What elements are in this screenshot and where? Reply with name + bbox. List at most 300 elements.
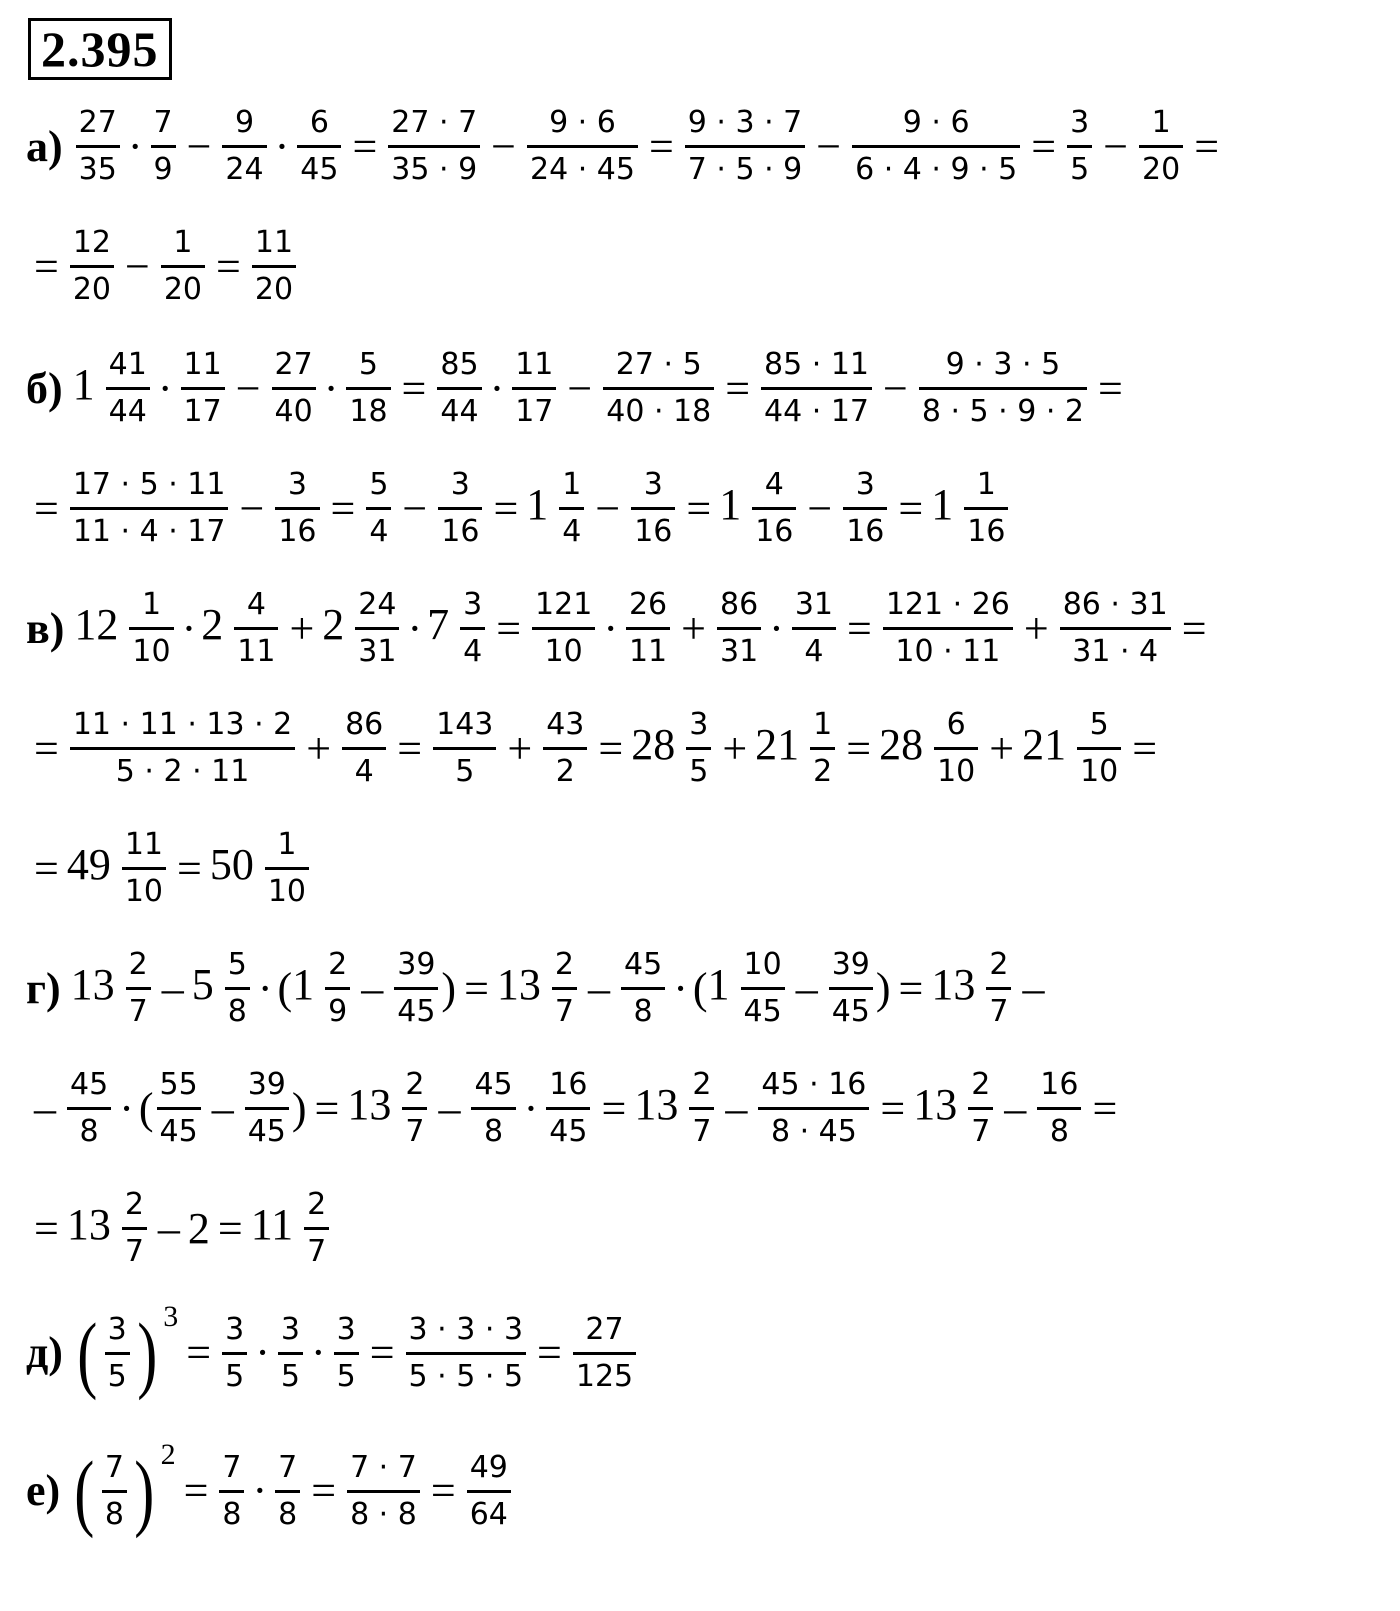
operator: −: [125, 241, 150, 291]
operator: =: [183, 1466, 209, 1515]
fraction: [394, 947, 438, 1029]
operator: −: [807, 483, 833, 533]
operator: =: [496, 603, 522, 653]
whole-part: 28: [879, 719, 924, 769]
numerator: 27 · 7: [391, 105, 478, 140]
operator: =: [1031, 121, 1057, 171]
numerator: 3: [855, 467, 875, 502]
mixed-number: [631, 707, 714, 789]
whole-part: 21: [1022, 719, 1067, 769]
fraction: [402, 1067, 427, 1149]
term: ): [291, 1083, 307, 1133]
operator: –: [725, 1083, 748, 1133]
operator: =: [34, 241, 59, 291]
numerator: 3: [225, 1311, 245, 1347]
fraction: [334, 1311, 359, 1394]
fraction: [275, 1449, 300, 1532]
operator: =: [330, 483, 356, 533]
operator: −: [567, 363, 593, 413]
fraction: [603, 347, 714, 429]
whole-part: 13: [66, 1199, 111, 1249]
denominator: 18: [346, 387, 390, 427]
fraction: [252, 225, 296, 307]
operator: ·: [323, 363, 339, 413]
fraction: [543, 707, 587, 789]
operator: =: [846, 723, 872, 773]
operator: =: [177, 843, 202, 893]
fraction: [752, 467, 796, 549]
numerator: 3: [280, 1311, 300, 1347]
fraction: [76, 105, 120, 187]
operator: –: [157, 1203, 180, 1253]
fraction: [843, 467, 887, 549]
numerator: 86 · 31: [1062, 587, 1168, 622]
numerator: 86: [719, 587, 759, 622]
fraction: [219, 1449, 244, 1532]
numerator: 1: [562, 467, 582, 502]
fraction: [106, 347, 150, 429]
mixed-number: [719, 467, 799, 549]
term: (: [277, 963, 293, 1013]
fraction: [559, 467, 584, 549]
operator: +: [989, 723, 1015, 773]
whole-part: 13: [70, 959, 115, 1009]
numerator: 5: [369, 467, 389, 502]
numerator: 1: [1151, 105, 1171, 140]
denominator: 45: [546, 1107, 590, 1147]
fraction: [758, 1067, 869, 1149]
mixed-number: [931, 467, 1011, 549]
whole-part: 2: [322, 599, 345, 649]
numerator: 11 · 11 · 13 · 2: [72, 707, 293, 742]
whole-part: 13: [347, 1079, 392, 1129]
numerator: 5: [1089, 707, 1109, 742]
fraction: [102, 1449, 127, 1532]
operator: +: [306, 723, 332, 773]
numerator: 7: [222, 1449, 242, 1485]
denominator: 31 · 4: [1060, 627, 1171, 667]
numerator: 1: [277, 827, 297, 862]
whole-part: 49: [66, 839, 111, 889]
operator: ·: [407, 603, 423, 653]
equation-line: [26, 347, 1131, 429]
denominator: 24 · 45: [527, 145, 638, 185]
fraction: [471, 1067, 515, 1149]
operator: =: [1132, 723, 1158, 773]
operator: ·: [119, 1083, 134, 1133]
problem-number: 2.395: [28, 18, 172, 80]
equation-line: [26, 225, 299, 307]
fraction: [347, 1449, 420, 1532]
fraction: [151, 105, 176, 187]
fraction: [552, 947, 577, 1029]
denominator: 10: [265, 867, 309, 907]
numerator: 55: [159, 1067, 198, 1102]
whole-part: 1: [292, 959, 315, 1009]
power-expression: [73, 1300, 179, 1401]
denominator: 2: [543, 747, 587, 787]
denominator: 45: [829, 987, 873, 1027]
operator: =: [430, 1466, 456, 1515]
fraction: [934, 707, 978, 789]
numerator: 45: [70, 1067, 109, 1102]
denominator: 8: [275, 1490, 300, 1530]
operator: =: [34, 483, 59, 533]
denominator: 8: [621, 987, 665, 1027]
denominator: 8: [219, 1490, 244, 1530]
denominator: 4: [559, 507, 584, 547]
fraction: [366, 467, 391, 549]
fraction: [433, 707, 496, 789]
power-expression: [70, 1438, 176, 1539]
operator: +: [1023, 603, 1049, 653]
denominator: 10: [129, 627, 173, 667]
denominator: 5: [334, 1352, 359, 1392]
operator: =: [1181, 603, 1207, 653]
operator: −: [816, 121, 842, 171]
numerator: 5: [358, 347, 378, 382]
left-paren: (: [74, 1443, 95, 1539]
numerator: 11: [254, 225, 294, 260]
denominator: 8 · 8: [347, 1490, 420, 1530]
fraction: [157, 1067, 201, 1149]
operator: –: [588, 963, 610, 1013]
denominator: 7: [552, 987, 577, 1027]
fraction: [626, 587, 670, 669]
part-label: г): [26, 963, 61, 1013]
fraction: [852, 105, 1020, 187]
fraction: [527, 105, 638, 187]
numerator: 7 · 7: [350, 1449, 417, 1485]
right-paren: ): [134, 1443, 155, 1539]
numerator: 3: [336, 1311, 356, 1347]
whole-part: 11: [250, 1199, 294, 1249]
denominator: 16: [964, 507, 1008, 547]
operator: =: [880, 1083, 906, 1133]
fraction: [67, 1067, 111, 1149]
whole-part: 1: [719, 479, 742, 529]
part-label: в): [26, 603, 65, 653]
fraction: [346, 347, 390, 429]
numerator: 121 · 26: [885, 587, 1010, 622]
fraction: [883, 587, 1013, 669]
numerator: 6: [946, 707, 966, 742]
operator: +: [289, 603, 315, 653]
fraction: [181, 347, 225, 429]
fraction: [245, 1067, 289, 1149]
mixed-number: [72, 347, 153, 429]
fraction: [234, 587, 278, 669]
denominator: 7: [968, 1107, 993, 1147]
numerator: 2: [971, 1067, 991, 1102]
numerator: 31: [794, 587, 834, 622]
numerator: 1: [141, 587, 162, 622]
numerator: 3: [287, 467, 307, 502]
operator: −: [595, 483, 621, 533]
operator: =: [1092, 1083, 1118, 1133]
numerator: 121: [535, 587, 593, 622]
fraction: [304, 1187, 329, 1269]
numerator: 7: [278, 1449, 298, 1485]
right-paren: ): [136, 1305, 158, 1401]
numerator: 2: [989, 947, 1009, 982]
denominator: 40 · 18: [603, 387, 714, 427]
fraction: [225, 947, 250, 1029]
equation-line: [26, 947, 1052, 1029]
denominator: 7: [126, 987, 151, 1027]
operator: =: [686, 483, 712, 533]
operator: =: [186, 1328, 212, 1377]
denominator: 45: [297, 145, 341, 185]
numerator: 17 · 5 · 11: [72, 467, 226, 502]
operator: ·: [523, 1083, 539, 1133]
denominator: 45: [741, 987, 785, 1027]
denominator: 7 · 5 · 9: [685, 145, 805, 185]
operator: ·: [274, 121, 290, 171]
numerator: 85: [440, 347, 479, 382]
numerator: 16: [549, 1067, 588, 1102]
numerator: 27: [274, 347, 313, 382]
operator: +: [507, 723, 533, 773]
fraction: [829, 947, 873, 1029]
mixed-number: [191, 947, 253, 1029]
equation-line: [26, 827, 312, 909]
whole-part: 13: [931, 959, 976, 1009]
operator: =: [34, 723, 59, 773]
fraction: [631, 467, 675, 549]
mixed-number: [66, 827, 169, 909]
denominator: 8: [67, 1107, 111, 1147]
part-label: а): [26, 121, 63, 171]
denominator: 6 · 4 · 9 · 5: [852, 145, 1020, 185]
fraction: [388, 105, 480, 187]
mixed-number: [292, 947, 353, 1029]
numerator: 41: [108, 347, 147, 382]
whole-part: 28: [631, 719, 676, 769]
fraction: [406, 1311, 526, 1394]
operator: =: [369, 1328, 395, 1377]
numerator: 24: [358, 587, 397, 622]
fraction: [685, 105, 805, 187]
operator: =: [725, 363, 751, 413]
denominator: 5: [433, 747, 496, 787]
numerator: 49: [469, 1449, 508, 1485]
whole-part: 7: [427, 599, 450, 649]
equation-line: [26, 105, 1227, 187]
denominator: 7: [689, 1107, 714, 1147]
operator: −: [402, 483, 428, 533]
operator: =: [34, 1203, 59, 1253]
operator: −: [491, 121, 516, 171]
operator: ·: [310, 1328, 326, 1377]
fraction: [122, 827, 166, 909]
denominator: 24: [222, 145, 266, 185]
fraction: [278, 1311, 303, 1394]
denominator: 8 · 45: [758, 1107, 869, 1147]
numerator: 1: [813, 707, 833, 742]
fraction: [272, 347, 316, 429]
fraction: [222, 105, 266, 187]
numerator: 3: [643, 467, 663, 502]
exponent: 3: [163, 1300, 179, 1333]
equation-line: [26, 467, 1011, 549]
exponent: 2: [160, 1438, 176, 1471]
numerator: 11: [124, 827, 164, 862]
numerator: 45: [474, 1067, 513, 1102]
numerator: 4: [246, 587, 266, 622]
numerator: 9 · 6: [549, 105, 616, 140]
operator: –: [1022, 963, 1045, 1013]
whole-part: 50: [209, 839, 254, 889]
term: ): [441, 963, 457, 1013]
denominator: 11: [626, 627, 670, 667]
fraction: [919, 347, 1087, 429]
numerator: 2: [328, 947, 348, 982]
numerator: 2: [307, 1187, 327, 1222]
denominator: 16: [843, 507, 887, 547]
numerator: 27: [585, 1311, 624, 1347]
numerator: 9 · 6: [902, 105, 970, 140]
part-label: д): [26, 1328, 63, 1377]
denominator: 10: [122, 867, 166, 907]
numerator: 16: [1040, 1067, 1079, 1102]
denominator: 125: [573, 1352, 636, 1392]
mixed-number: [496, 947, 580, 1029]
numerator: 45 · 16: [761, 1067, 867, 1102]
mixed-number: [74, 587, 176, 669]
mixed-number: [707, 947, 788, 1029]
numerator: 5: [227, 947, 247, 982]
operator: ·: [252, 1466, 268, 1515]
operator: =: [1098, 363, 1123, 413]
denominator: 17: [512, 387, 556, 427]
operator: –: [161, 963, 184, 1013]
fraction: [810, 707, 835, 789]
numerator: 39: [247, 1067, 286, 1102]
fraction: [1037, 1067, 1081, 1149]
mixed-number: [209, 827, 312, 909]
whole-part: 5: [191, 959, 214, 1009]
denominator: 31: [355, 627, 399, 667]
operator: =: [217, 1203, 243, 1253]
whole-part: 1: [931, 479, 954, 529]
fraction: [70, 467, 229, 549]
numerator: 43: [546, 707, 585, 742]
denominator: 7: [402, 1107, 427, 1147]
fraction: [222, 1311, 247, 1394]
numerator: 3: [1070, 105, 1090, 140]
numerator: 3: [463, 587, 483, 622]
denominator: 8: [102, 1490, 127, 1530]
part-label: е): [26, 1466, 61, 1515]
fraction: [297, 105, 341, 187]
whole-part: 1: [707, 959, 730, 1009]
operator: =: [598, 723, 624, 773]
denominator: 20: [1139, 145, 1183, 185]
fraction: [129, 587, 173, 669]
mixed-number: [1022, 707, 1124, 789]
fraction: [126, 947, 151, 1029]
fraction: [1139, 105, 1183, 187]
denominator: 8: [471, 1107, 515, 1147]
operator: +: [681, 603, 706, 653]
denominator: 4: [460, 627, 485, 667]
mixed-number: [66, 1187, 150, 1269]
denominator: 35: [76, 145, 120, 185]
whole-part: 13: [913, 1079, 958, 1129]
denominator: 10 · 11: [883, 627, 1013, 667]
denominator: 16: [275, 507, 319, 547]
operator: =: [464, 963, 489, 1013]
fraction: [1060, 587, 1171, 669]
fraction: [161, 225, 205, 307]
numerator: 39: [831, 947, 870, 982]
whole-part: 12: [74, 599, 119, 649]
operator: ·: [181, 603, 197, 653]
operator: ·: [603, 603, 618, 653]
fraction: [437, 347, 481, 429]
mixed-number: [931, 947, 1014, 1029]
fraction: [968, 1067, 993, 1149]
fraction: [460, 587, 485, 669]
mixed-number: [879, 707, 981, 789]
whole-part: 21: [755, 719, 800, 769]
operator: =: [311, 1466, 337, 1515]
operator: ·: [489, 363, 505, 413]
operator: +: [722, 723, 748, 773]
mixed-number: [427, 587, 488, 669]
denominator: 7: [986, 987, 1011, 1027]
mixed-number: [634, 1067, 717, 1149]
fraction: [621, 947, 665, 1029]
numerator: 39: [397, 947, 436, 982]
denominator: 40: [272, 387, 316, 427]
fraction: [717, 587, 761, 669]
operator: ·: [127, 121, 143, 171]
fraction: [325, 947, 350, 1029]
numerator: 45: [624, 947, 663, 982]
operator: =: [314, 1083, 340, 1133]
numerator: 27 · 5: [615, 347, 702, 382]
denominator: 11: [234, 627, 278, 667]
denominator: 10: [532, 627, 595, 667]
numerator: 27: [78, 105, 117, 140]
mixed-number: [913, 1067, 996, 1149]
operator: =: [493, 483, 519, 533]
operator: =: [898, 963, 924, 1013]
numerator: 143: [436, 707, 494, 742]
operator: −: [239, 483, 265, 533]
numerator: 9 · 3 · 5: [945, 347, 1061, 382]
numerator: 3 · 3 · 3: [408, 1311, 524, 1347]
fraction: [761, 347, 872, 429]
denominator: 45: [157, 1107, 201, 1147]
denominator: 4: [366, 507, 391, 547]
operator: ·: [257, 963, 273, 1013]
numerator: 11: [515, 347, 554, 382]
denominator: 16: [438, 507, 482, 547]
operator: –: [438, 1083, 461, 1133]
numerator: 2: [405, 1067, 425, 1102]
term: (: [692, 963, 708, 1013]
numerator: 10: [743, 947, 782, 982]
numerator: 2: [554, 947, 574, 982]
operator: −: [1103, 121, 1129, 171]
fraction: [792, 587, 836, 669]
denominator: 5: [105, 1352, 130, 1392]
operator: =: [537, 1328, 562, 1377]
denominator: 16: [752, 507, 796, 547]
